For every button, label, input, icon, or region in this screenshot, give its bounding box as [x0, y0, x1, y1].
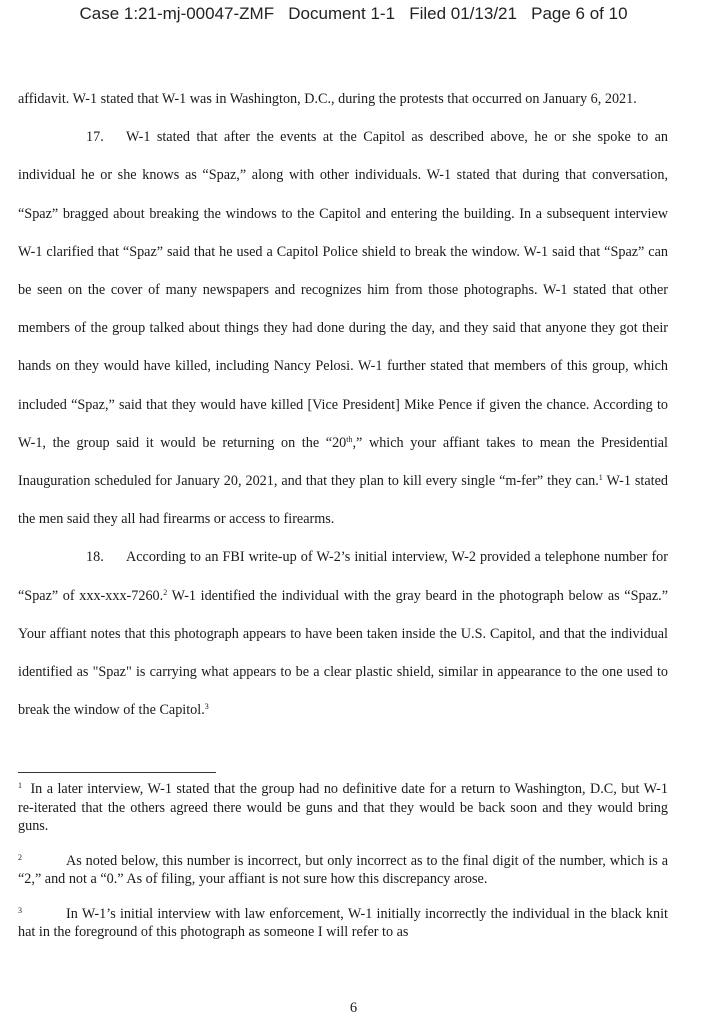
ordinal-suffix: th	[346, 434, 353, 444]
footnote-text: In W-1’s initial interview with law enforcement, W-1 initially incorrectly the individual in the black knit hat in the foreground of this photograph as someone I will refer to as	[18, 905, 668, 940]
footnote-text: As noted below, this number is incorrect, but only incorrect as to the final digit of the number, which is a “2,” and not a “0.” As of filing, your affiant is not sure how this discrepancy arose.	[18, 852, 668, 887]
paragraph-text: According to an FBI write-up of W-2’s initial interview, W-2 provided a telephone number for “Spaz” of xxx-xxx-7260.	[18, 549, 668, 604]
footnote-3: 3 In W-1’s initial interview with law enforcement, W-1 initially incorrectly the individual in the black knit hat in the foreground of this photograph as someone I will refer to as	[18, 905, 668, 940]
paragraph-18	[18, 538, 668, 729]
paragraph-number: 17.	[86, 129, 104, 146]
footnote-2: 2 As noted below, this number is incorrect, but only incorrect as to the final digit of the number, which is a “2,” and not a “0.” As of filing, your affiant is not sure how this discrepancy arose.	[18, 852, 668, 887]
footnote-text: In a later interview, W-1 stated that the group had no definitive date for a return to Washington, D.C, but W-1 re-iterated that the others agreed there would be guns and that they would be back soon and they would bring guns.	[18, 781, 669, 834]
paragraph-continuation: affidavit. W-1 stated that W-1 was in Washington, D.C., during the protests that occurred on January 6, 2021.	[18, 91, 637, 107]
affidavit-body	[18, 80, 668, 729]
footnote-ref-3[interactable]: 3	[204, 702, 209, 712]
paragraph-number: 18.	[86, 549, 104, 566]
paragraph-text: W-1 stated that after the events at the Capitol as described above, he or she spoke to an individual he or she knows as “Spaz,” along with other individuals. W-1 stated that during that conversation, “Spaz” bragged about breaking the windows to the Capitol and entering the building. In a subsequent interview W-1 clarified that “Spaz” said that he used a Capitol Police shield to break the window. W-1 said that “Spaz” can be seen on the cover of many newspapers and recognizes him from those photographs. W-1 stated that other members of the group talked about things they had done during the day, and they said that anyone they got their hands on they would have killed, including Nancy Pelosi. W-1 further stated that members of this group, which included “Spaz,” said that they would have killed [Vice President] Mike Pence if given the chance. According to W-1, the group said it would be returning on the “20	[18, 129, 668, 451]
footnote-1: 1 In a later interview, W-1 stated that the group had no definitive date for a return to Washington, D.C, but W-1 re-iterated that the others agreed there would be guns and that they would be back soon and they would bring guns.	[18, 781, 669, 834]
case-header: Case 1:21-mj-00047-ZMF Document 1-1 Filed 01/13/21 Page 6 of 10	[79, 4, 628, 23]
footnotes	[18, 780, 668, 942]
paragraph-17	[18, 118, 668, 538]
page-number: 6	[349, 1000, 358, 1016]
footnote-ref-2[interactable]: 2	[163, 587, 168, 597]
paragraph-text: ,” which your affiant takes to mean the Presidential Inauguration scheduled for January 20, 2021, and that they plan to kill every single “m-fer” they can.	[18, 434, 669, 490]
paragraph-text: W-1 stated the men said they all had firearms or access to firearms.	[18, 473, 668, 528]
footnote-ref-1[interactable]: 1	[598, 473, 603, 483]
footnote-divider	[18, 772, 216, 773]
paragraph-text: W-1 identified the individual with the gray beard in the photograph below as “Spaz.” Your affiant notes that this photograph appears to have been taken inside the U.S. Capitol, and that the individual identified as "Spaz" is carrying what appears to be a clear plastic shield, similar in appearance to the one used to break the window of the Capitol.	[18, 587, 668, 719]
